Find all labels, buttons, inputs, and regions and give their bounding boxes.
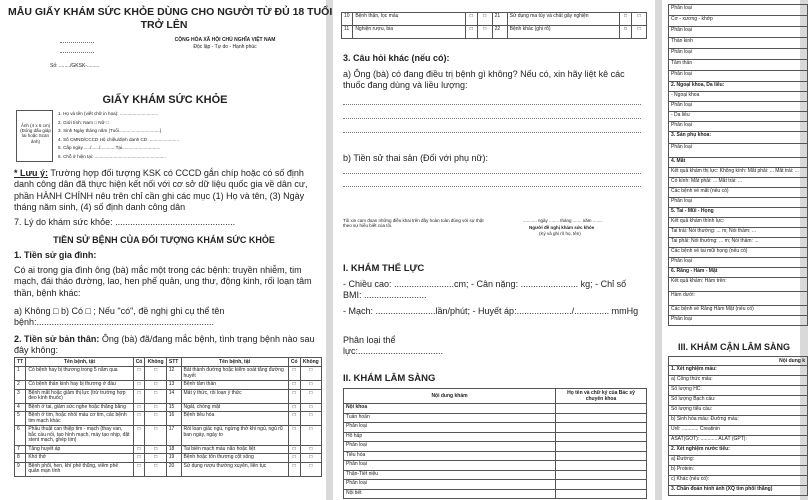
table-row (669, 188, 808, 198)
form-title-line1: MẪU GIẤY KHÁM SỨC KHỎE DÙNG CHO NGƯỜI TỪ ĐỦ 18 TUỔI (8, 6, 333, 18)
table-cell: Phân loại (344, 423, 556, 433)
form-page-1 (0, 0, 333, 500)
photo-box: Ảnh (4 x 6 cm) (Đóng dấu giáp lai hoặc Scan ảnh) (16, 110, 53, 162)
table-cell: Các bệnh về mắt (nếu có) (669, 188, 808, 198)
table-cell: Phẫu thuật can thiệp tim - mạch (thay van, bắc cầu nối, tạo hình mạch, máy tạo nhịp, đặt stent mạch, ghép tim) (26, 426, 133, 446)
checkbox[interactable]: □ (300, 403, 321, 412)
table-row (669, 27, 808, 38)
table-row (669, 71, 808, 82)
table-row (15, 454, 322, 463)
table-cell: 11 (342, 26, 353, 39)
table-cell: Thần kinh (669, 38, 808, 49)
table-header: Không (145, 358, 166, 367)
checkbox[interactable]: □ (300, 412, 321, 426)
history-table (14, 357, 322, 477)
checkbox[interactable]: □ (133, 445, 145, 454)
checkbox[interactable]: □ (133, 454, 145, 463)
table-cell: Số lượng tiểu cầu: (669, 406, 808, 416)
table-row (669, 416, 808, 426)
table-cell: 3 (15, 389, 26, 403)
table-cell: Bệnh tiêu hóa (181, 412, 288, 426)
personal-field[interactable]: 2. Giới tính: Nam □ Nữ □ (58, 119, 109, 125)
checkbox[interactable]: □ (300, 389, 321, 403)
table-cell: Tai phải: Nói thường: ... m; Nói thầm: ... (669, 238, 808, 248)
table-cell: 4. Mắt (669, 158, 808, 168)
checkbox[interactable]: □ (477, 26, 492, 39)
table-row (344, 461, 647, 471)
table-header: Có (288, 358, 300, 367)
form-number: Số: ......../GKSK-......... (50, 63, 100, 69)
table-cell: a) Đường: (669, 456, 808, 466)
table-cell[interactable] (556, 480, 647, 490)
checkbox[interactable]: □ (288, 381, 300, 390)
table-cell: Kết quả khám: Hàm trên: (669, 278, 808, 292)
table-cell: a) Công thức máu: (669, 376, 808, 386)
table-cell: Phân loại (669, 144, 808, 158)
table-row (669, 112, 808, 122)
table-cell: 2. Xét nghiệm nước tiểu: (669, 446, 808, 456)
checkbox[interactable]: □ (477, 13, 492, 26)
table-row (669, 426, 808, 436)
table-cell: 1 (15, 367, 26, 381)
table-cell: 5 (15, 412, 26, 426)
table-cell: ASAT(GOT): ............ ALAT (GPT): (669, 436, 808, 446)
question-b: b) Tiền sử thai sản (Đối với phụ nữ): (343, 153, 489, 163)
signer: Người đề nghị khám sức khỏe (529, 225, 595, 230)
table-cell: 20 (166, 462, 181, 476)
table-cell: Sử dụng ma túy và chất gây nghiện (507, 13, 620, 26)
table-cell: 8 (15, 454, 26, 463)
table-row (669, 258, 808, 268)
table-cell[interactable] (556, 451, 647, 461)
checkbox[interactable]: □ (145, 381, 166, 390)
checkbox[interactable]: □ (620, 13, 632, 26)
table-cell: Bệnh mắt hoặc giảm thị lực (trừ trường hợp đeo kính thuốc) (26, 389, 133, 403)
table-row (344, 470, 647, 480)
table-cell: 13 (166, 381, 181, 390)
table-header: Tên bệnh, tật (181, 358, 288, 367)
table-cell[interactable] (556, 413, 647, 423)
checkbox[interactable]: □ (133, 367, 145, 381)
table-cell: Có bệnh hay bị thương trong 5 năm qua (26, 367, 133, 381)
table-cell: 19 (166, 454, 181, 463)
table-row (669, 278, 808, 292)
table-cell: 10 (342, 13, 353, 26)
table-row (669, 248, 808, 258)
table-row (669, 49, 808, 60)
table-row (669, 476, 808, 486)
table-row (669, 16, 808, 27)
table-row (669, 228, 808, 238)
table-row (669, 102, 808, 112)
table-row (344, 451, 647, 461)
table-cell: Phân loại (669, 258, 808, 268)
table-cell: Tai trái: Nói thường: ... m; Nói thầm: ... (669, 228, 808, 238)
checkbox[interactable]: □ (288, 412, 300, 426)
checkbox[interactable]: □ (631, 26, 646, 39)
table-cell: 1. Xét nghiệm máu: (669, 366, 808, 376)
self-history: 2. Tiền sử bản thân: Ông (bà) đã/đang mắc bệnh, tình trạng bệnh nào sau đây không: (14, 334, 315, 356)
table-cell: 6 (15, 426, 26, 446)
exam-reason: 7. Lý do khám sức khỏe: ................................................ (14, 217, 236, 227)
checkbox[interactable]: □ (300, 426, 321, 446)
table-row (669, 486, 808, 496)
checkbox[interactable]: □ (133, 426, 145, 446)
table-row (342, 26, 647, 39)
table-row (669, 158, 808, 168)
checkbox[interactable]: □ (133, 381, 145, 390)
table-row (344, 442, 647, 452)
checkbox[interactable]: □ (300, 381, 321, 390)
checkbox[interactable]: □ (288, 389, 300, 403)
table-row (344, 413, 647, 423)
table-cell: Thận-Tiết niệu (344, 470, 556, 480)
clinical-exam-title: II. KHÁM LÂM SÀNG (343, 373, 436, 384)
table-cell: Phân loại (669, 102, 808, 112)
table-cell[interactable] (556, 461, 647, 471)
table-row (15, 412, 322, 426)
lab-head: Nội dung k (669, 357, 808, 366)
table-cell: Bệnh phổi, hen, khí phế thũng, viêm phế quản mạn tính (26, 462, 133, 476)
table-row (344, 404, 647, 414)
clinical-table (343, 388, 647, 499)
personal-field[interactable]: 6. Chỗ ở hiện tại: ........................................................ (58, 154, 166, 159)
table-cell: Urê: ............ Creatinin (669, 426, 808, 436)
table-cell: Sử dụng rượu thường xuyên, liên tục (181, 462, 288, 476)
table-cell: Bất thành đường hoặc kiểm soát tăng đường huyết (181, 367, 288, 381)
table-cell: Tăng huyết áp (26, 445, 133, 454)
table-cell: Các bệnh về Răng Hàm Mặt (nếu có) (669, 306, 808, 316)
table-header: Có (133, 358, 145, 367)
table-cell: 15 (166, 403, 181, 412)
table-cell: c) Khác (nếu có): (669, 476, 808, 486)
table-row (669, 446, 808, 456)
table-cell: 3. Sản phụ khoa: (669, 132, 808, 144)
table-cell: Có kính: Mắt phải: ... Mắt trái: ... (669, 178, 808, 188)
checkbox[interactable]: □ (133, 403, 145, 412)
table-row (669, 396, 808, 406)
physical-exam-title: I. KHÁM THỂ LỰC (343, 263, 425, 274)
table-cell: Có bệnh thần kinh hay bị thương ở đầu (26, 381, 133, 390)
signer-note: (Ký và ghi rõ họ, tên) (539, 231, 581, 236)
form-page-2 (333, 0, 655, 500)
table-cell: Số lượng HC: (669, 386, 808, 396)
checkbox[interactable]: □ (300, 454, 321, 463)
table-cell: Tai biến mạch máu não hoặc liệt (181, 445, 288, 454)
table-cell: Nghiện rượu, bia (353, 26, 466, 39)
table-cell: 7 (15, 445, 26, 454)
table-row (669, 366, 808, 376)
checkbox[interactable]: □ (288, 403, 300, 412)
table-cell: Bệnh hoặc tổn thương cột sống (181, 454, 288, 463)
table-cell: Hàm dưới: (669, 292, 808, 306)
table-cell[interactable] (556, 432, 647, 442)
personal-field[interactable]: 5. Cấp ngày....../....../............Tại.............................. (58, 145, 161, 151)
legal-note: * Lưu ý: Trường hợp đối tượng KSK có CCCD gắn chíp hoặc có số định danh công dân đã thực hiện kết nối với cơ sở dữ liệu quốc gia về dân cư, phần HÀNH CHÍNH nêu trên chỉ cần ghi các mục (1) Họ và tên, (3) Ngày tháng năm sinh, (4) số định danh công dân (14, 168, 308, 213)
table-cell: Khó thở (26, 454, 133, 463)
table-cell: Nội tiết (344, 489, 556, 499)
table-cell: Hô hấp (344, 432, 556, 442)
table-cell: 12 (166, 367, 181, 381)
checkbox[interactable]: □ (300, 367, 321, 381)
table-row (669, 92, 808, 102)
table-cell: Phân loại (669, 49, 808, 60)
table-row (669, 306, 808, 316)
table-cell: Phân loại (669, 27, 808, 38)
checkbox[interactable]: □ (288, 426, 300, 446)
table-cell[interactable] (556, 404, 647, 414)
table-row (344, 480, 647, 490)
table-row (669, 122, 808, 132)
table-cell: 9 (15, 462, 26, 476)
other-questions-title: 3. Câu hỏi khác (nếu có): (343, 53, 450, 63)
table-row (15, 445, 322, 454)
table-cell: Bệnh ở tai, giảm sức nghe hoặc thăng bằng (26, 403, 133, 412)
table-cell[interactable] (556, 442, 647, 452)
table-cell: Rối loạn giấc ngủ, ngừng thở khi ngủ, ngủ rũ ban ngày, ngáy to (181, 426, 288, 446)
table-row (669, 436, 808, 446)
checkbox[interactable]: □ (145, 403, 166, 412)
checkbox[interactable]: □ (465, 26, 477, 39)
form-title-line2: TRỞ LÊN (140, 19, 188, 31)
family-history-text: Có ai trong gia đình ông (bà) mắc một trong các bệnh: truyền nhiễm, tim mạch, đái tháo đường, lao, hen phế quản, ung thư, động kinh, rối loạn tâm thần, bệnh khác: (14, 265, 312, 298)
clinical-table-continued (668, 4, 808, 326)
table-row (669, 208, 808, 218)
sign-date: ........... ngày ........ tháng ....... năm ........ (523, 218, 603, 223)
table-row (669, 38, 808, 49)
table-row (669, 268, 808, 278)
table-row (669, 376, 808, 386)
table-row (669, 60, 808, 71)
checkbox[interactable]: □ (145, 454, 166, 463)
table-cell: Phân loại (344, 442, 556, 452)
table-cell: Kết quả khám thị lực: Không kính: Mắt phải: ... Mắt trái: ... (669, 168, 808, 178)
pulse-bp: - Mạch: ........................lần/phút; - Huyết áp:....................../.............. mmHg (343, 306, 639, 316)
checkbox[interactable]: □ (133, 462, 145, 476)
table-cell: 4 (15, 403, 26, 412)
table-cell: 17 (166, 426, 181, 446)
table-row (669, 316, 808, 326)
table-cell: Tiêu hóa (344, 451, 556, 461)
table-cell: 18 (166, 445, 181, 454)
table-cell: 3. Chẩn đoán hình ảnh (XQ tim phổi thẳng) (669, 486, 808, 496)
table-cell: 2. Ngoại khoa, Da liễu: (669, 82, 808, 92)
table-cell: b) Protein: (669, 466, 808, 476)
checkbox[interactable]: □ (300, 462, 321, 476)
lab-exam-title: III. KHÁM CẬN LÂM SÀNG (678, 342, 790, 352)
table-cell: Phân loại (669, 198, 808, 208)
history-title: TIỀN SỬ BỆNH CỦA ĐỐI TƯỢNG KHÁM SỨC KHỎE (53, 235, 275, 245)
table-row (669, 198, 808, 208)
table-cell: - Da liễu (669, 112, 808, 122)
checkbox[interactable]: □ (145, 426, 166, 446)
physical-classify: Phân loại thể lực:.................................. (343, 335, 444, 357)
table-row (15, 389, 322, 403)
table-cell: Cơ - xương - khớp (669, 16, 808, 27)
table-cell[interactable] (556, 470, 647, 480)
clin-head-doctor: Họ tên và chữ ký của Bác sỹ chuyên khoa (556, 389, 647, 404)
table-row (15, 462, 322, 476)
table-row (15, 381, 322, 390)
checkbox[interactable]: □ (133, 389, 145, 403)
table-row (344, 489, 647, 499)
personal-field[interactable]: 4. Số CMND/CCCD Hộ chiếu/định danh CD ........................ (58, 136, 180, 142)
checkbox[interactable]: □ (145, 389, 166, 403)
table-row (669, 456, 808, 466)
checkbox[interactable]: □ (288, 367, 300, 381)
table-cell: Phân loại (669, 5, 808, 16)
checkbox[interactable]: □ (288, 445, 300, 454)
table-cell: Phân loại (344, 480, 556, 490)
table-cell[interactable] (556, 489, 647, 499)
table-row (669, 5, 808, 16)
table-cell: Các bệnh về tai mũi họng (nếu có) (669, 248, 808, 258)
checkbox[interactable]: □ (465, 13, 477, 26)
lab-table (668, 356, 808, 496)
table-row (669, 132, 808, 144)
table-row (669, 238, 808, 248)
table-cell: Tâm thần (669, 60, 808, 71)
table-cell: 5. Tai - Mũi - Họng (669, 208, 808, 218)
checkbox[interactable]: □ (133, 412, 145, 426)
form-page-3 (662, 0, 805, 500)
table-header: TT (15, 358, 26, 367)
checkbox[interactable]: □ (145, 367, 166, 381)
table-row (15, 403, 322, 412)
table-cell: Mất ý thức, rối loạn ý thức (181, 389, 288, 403)
table-row (342, 13, 647, 26)
table-row (669, 406, 808, 416)
table-cell: 21 (492, 13, 507, 26)
table-header: STT (166, 358, 181, 367)
table-row (669, 292, 808, 306)
checkbox[interactable]: □ (145, 445, 166, 454)
table-row (669, 386, 808, 396)
table-cell: 16 (166, 412, 181, 426)
checkbox[interactable]: □ (300, 445, 321, 454)
checkbox[interactable]: □ (631, 13, 646, 26)
table-row (669, 178, 808, 188)
table-cell: Kết quả khám thính lực: (669, 218, 808, 228)
table-row (669, 218, 808, 228)
table-header: Tên bệnh, tật (26, 358, 133, 367)
table-header: Không (300, 358, 321, 367)
exam-form-title: GIẤY KHÁM SỨC KHỎE (102, 94, 228, 106)
table-cell: Phân loại (669, 122, 808, 132)
table-cell[interactable] (556, 423, 647, 433)
motto: Độc lập - Tự do - Hạnh phúc (193, 44, 257, 50)
height-weight: - Chiều cao: ........................cm; - Cân nặng: ....................... kg; - Chỉ số BMI: ......................... (343, 279, 627, 301)
table-row (15, 426, 322, 446)
table-cell: Ngất, chóng mặt (181, 403, 288, 412)
checkbox[interactable]: □ (620, 26, 632, 39)
table-row (669, 168, 808, 178)
table-cell: Nội khoa (344, 404, 556, 414)
table-cell: 6. Răng - Hàm - Mặt (669, 268, 808, 278)
table-cell: 2 (15, 381, 26, 390)
family-history-answer: a) Không □ b) Có □ ; Nếu "có", đề nghị ghi cụ thể tên bệnh:....................................................................... (14, 306, 225, 328)
table-cell: Số lượng Bạch cầu: (669, 396, 808, 406)
commitment: Tôi xin cam đoan những điều khai trên đây hoàn toàn đúng với sự thật theo sự hiểu biết của tôi. (343, 218, 484, 229)
clin-head-content: Nội dung khám (344, 389, 556, 404)
table-row (344, 432, 647, 442)
family-history-title: 1. Tiền sử gia đình: (14, 250, 97, 260)
table-cell: b) Sinh hóa máu: Đường máu: (669, 416, 808, 426)
table-cell: 14 (166, 389, 181, 403)
personal-field[interactable]: 3. Sinh Ngày tháng năm (Tuổi................................) (58, 128, 162, 134)
checkbox[interactable]: □ (288, 454, 300, 463)
table-cell: Bệnh tâm thần (181, 381, 288, 390)
table-cell: Tuần hoàn (344, 413, 556, 423)
table-row (669, 144, 808, 158)
checkbox[interactable]: □ (288, 462, 300, 476)
republic-header: CỘNG HÒA XÃ HỘI CHỦ NGHĨA VIỆT NAM (174, 37, 276, 43)
question-a: a) Ông (bà) có đang điều trị bệnh gì không? Nếu có, xin hãy liệt kê các thuốc đang dùng và liều lượng: (343, 69, 625, 91)
table-cell: Bệnh ở tim, hoặc nhồi máu cơ tim, các bệnh tim mạch khác (26, 412, 133, 426)
checkbox[interactable]: □ (145, 412, 166, 426)
table-cell: Phân loại (669, 71, 808, 82)
table-cell: Phân loại (669, 316, 808, 326)
table-cell: 22 (492, 26, 507, 39)
table-cell: - Ngoại khoa (669, 92, 808, 102)
table-cell: Bệnh khác (ghi rõ) (507, 26, 620, 39)
table-cell: Phân loại (344, 461, 556, 471)
personal-field[interactable]: 1. Họ và tên (viết chữ in hoa): .............................. (58, 111, 159, 116)
table-cell: Bệnh thận, lọc máu (353, 13, 466, 26)
checkbox[interactable]: □ (145, 462, 166, 476)
history-table-continued (341, 12, 647, 39)
table-row (669, 82, 808, 92)
table-row (669, 466, 808, 476)
table-row (15, 367, 322, 381)
table-row (344, 423, 647, 433)
